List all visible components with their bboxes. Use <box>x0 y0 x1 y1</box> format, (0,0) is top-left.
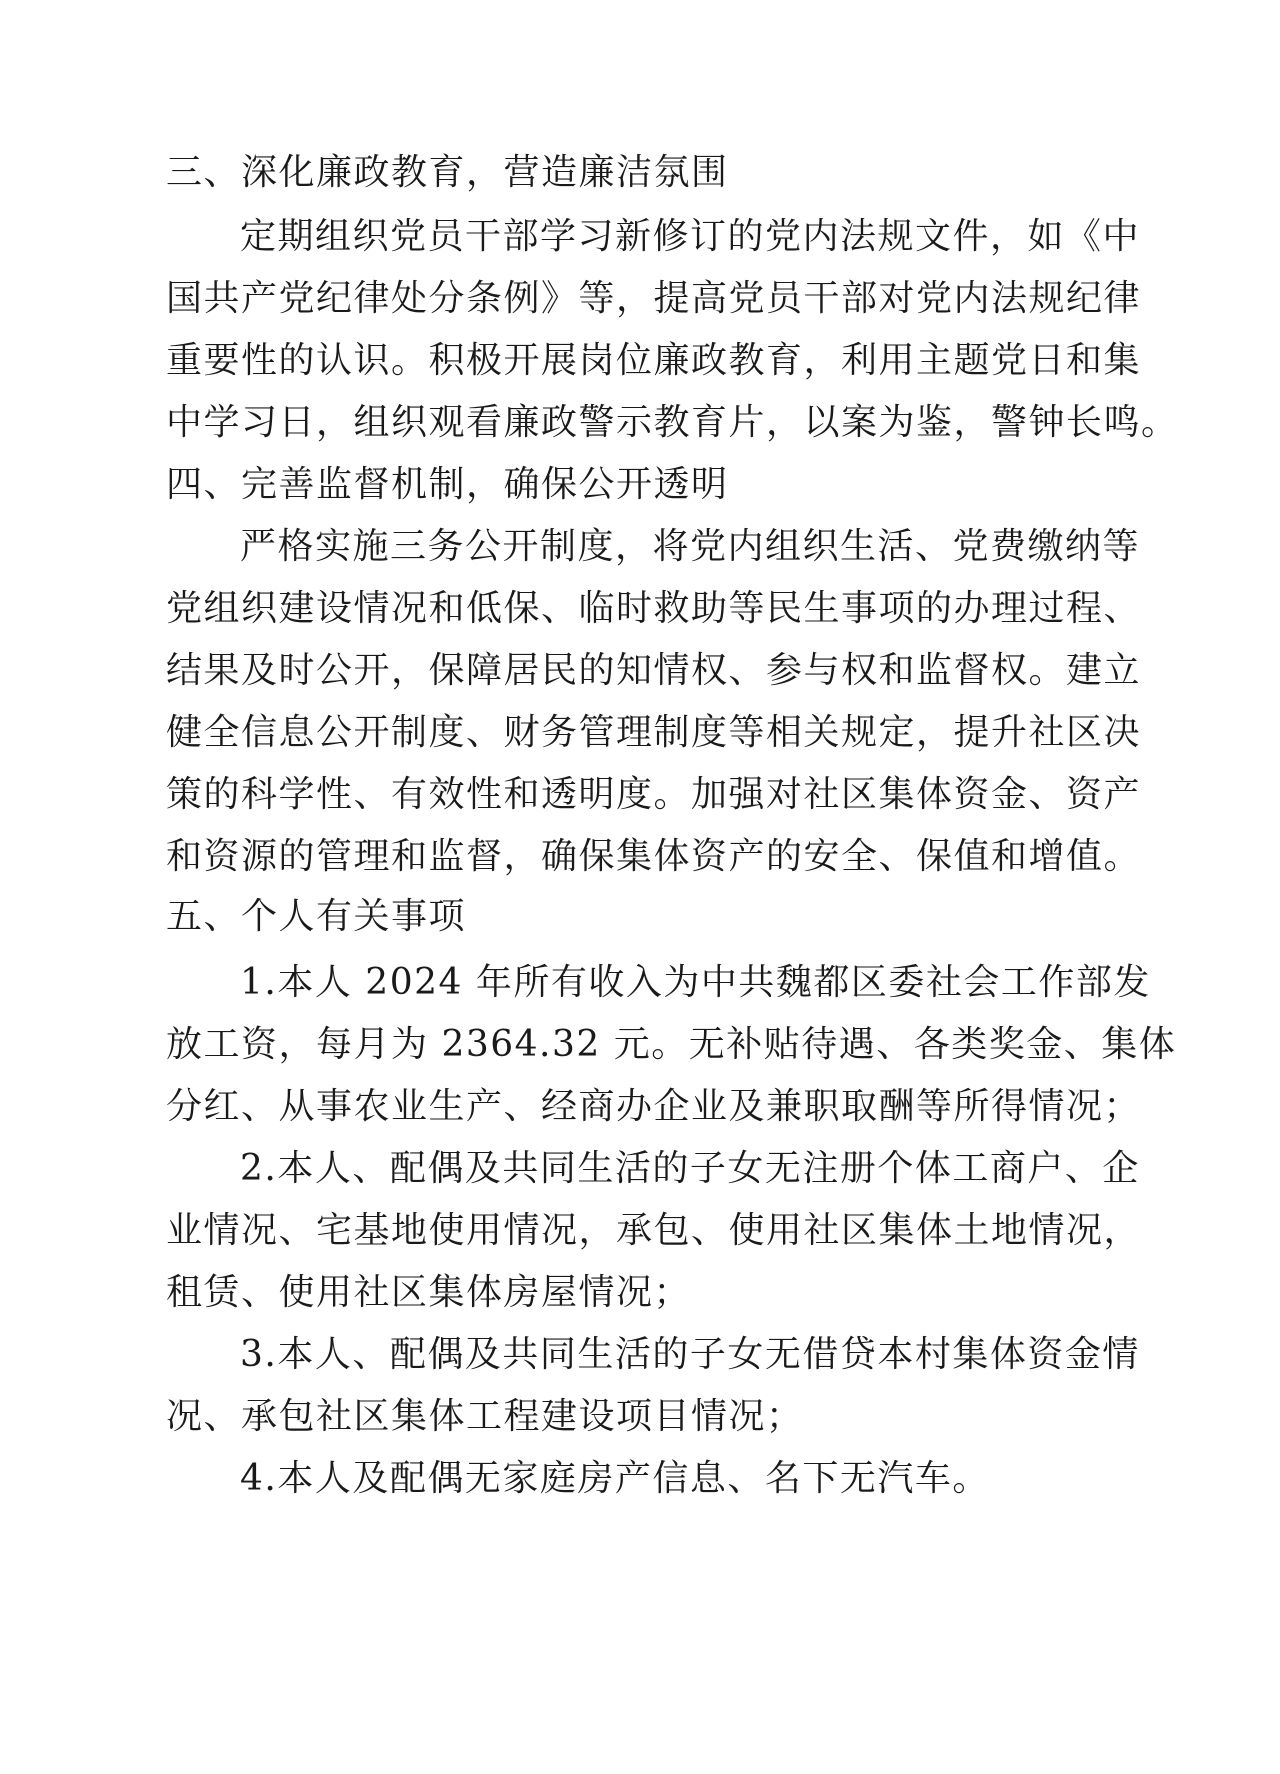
paragraph-line: 策的科学性、有效性和透明度。加强对社区集体资金、资产 <box>166 774 1142 815</box>
paragraph-line: 国共产党纪律处分条例》等，提高党员干部对党内法规纪律 <box>166 278 1142 319</box>
list-item-3-line: 况、承包社区集体工程建设项目情况； <box>166 1396 804 1437</box>
paragraph-line: 定期组织党员干部学习新修订的党内法规文件，如《中 <box>240 216 1141 257</box>
section-heading-3: 三、深化廉政教育，营造廉洁氛围 <box>166 152 729 193</box>
paragraph-line: 严格实施三务公开制度，将党内组织生活、党费缴纳等 <box>240 526 1141 567</box>
list-item-3-line: 3.本人、配偶及共同生活的子女无借贷本村集体资金情 <box>240 1334 1140 1375</box>
paragraph-line: 结果及时公开，保障居民的知情权、参与权和监督权。建立 <box>166 650 1142 691</box>
list-item-1-line: 分红、从事农业生产、经商办企业及兼职取酬等所得情况； <box>166 1086 1142 1127</box>
paragraph-line: 党组织建设情况和低保、临时救助等民生事项的办理过程、 <box>166 588 1142 629</box>
section-heading-4: 四、完善监督机制，确保公开透明 <box>166 464 729 505</box>
list-item-2-line: 2.本人、配偶及共同生活的子女无注册个体工商户、企 <box>240 1148 1140 1189</box>
paragraph-line: 中学习日，组织观看廉政警示教育片，以案为鉴，警钟长鸣。 <box>166 402 1179 443</box>
list-item-1-line: 1.本人 2024 年所有收入为中共魏都区委社会工作部发 <box>240 962 1151 1003</box>
paragraph-line: 重要性的认识。积极开展岗位廉政教育，利用主题党日和集 <box>166 340 1142 381</box>
paragraph-line: 和资源的管理和监督，确保集体资产的安全、保值和增值。 <box>166 836 1142 877</box>
section-heading-5: 五、个人有关事项 <box>166 896 467 937</box>
paragraph-line: 健全信息公开制度、财务管理制度等相关规定，提升社区决 <box>166 712 1142 753</box>
list-item-2-line: 租赁、使用社区集体房屋情况； <box>166 1272 692 1313</box>
list-item-1-line: 放工资，每月为 2364.32 元。无补贴待遇、各类奖金、集体 <box>166 1024 1177 1065</box>
list-item-2-line: 业情况、宅基地使用情况，承包、使用社区集体土地情况， <box>166 1210 1142 1251</box>
list-item-4-line: 4.本人及配偶无家庭房产信息、名下无汽车。 <box>240 1458 990 1499</box>
